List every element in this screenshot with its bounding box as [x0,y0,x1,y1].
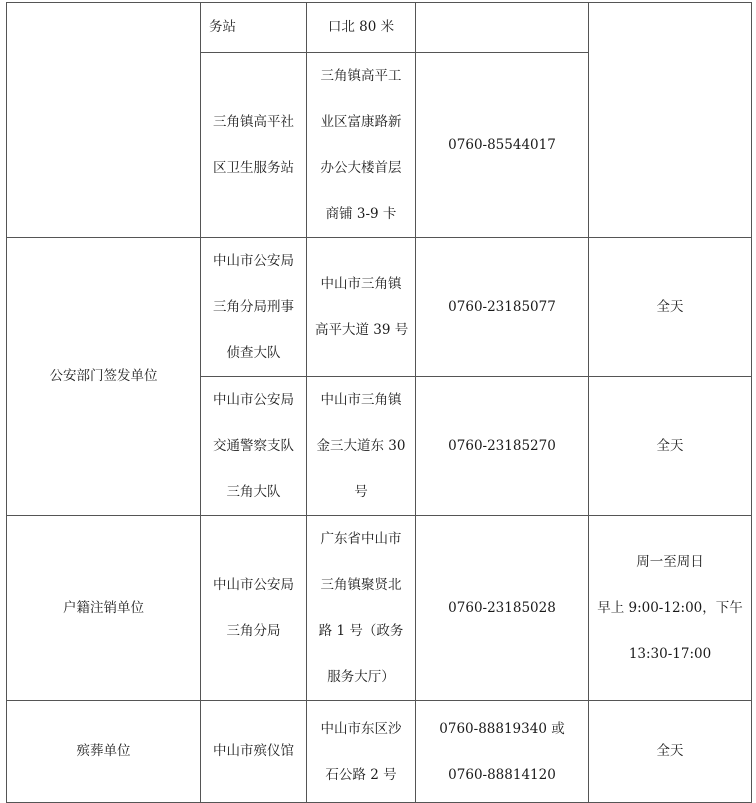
table-row [7,3,752,53]
table-row [7,238,752,377]
department-cell: 公安部门签发单位 [7,238,201,516]
phone-cell [416,3,589,53]
hours-cell: 全天 [589,701,752,803]
address-cell: 中山市东区沙 石公路 2 号 [307,701,416,803]
hours-cell: 全天 [589,238,752,377]
org-cell: 中山市公安局 三角分局 [201,516,307,701]
address-cell: 三角镇高平工 业区富康路新 办公大楼首层 商铺 3-9 卡 [307,53,416,238]
hours-cell: 全天 [589,377,752,516]
department-cell [7,3,201,238]
hours-cell [589,3,752,238]
org-cell: 中山市公安局 交通警察支队 三角大队 [201,377,307,516]
phone-cell: 0760-23185077 [416,238,589,377]
org-cell: 中山市公安局 三角分局刑事 侦查大队 [201,238,307,377]
phone-cell: 0760-88819340 或 0760-88814120 [416,701,589,803]
phone-cell: 0760-85544017 [416,53,589,238]
org-cell: 中山市殡仪馆 [201,701,307,803]
org-cell: 三角镇高平社 区卫生服务站 [201,53,307,238]
address-cell: 广东省中山市 三角镇聚贤北 路 1 号（政务 服务大厅） [307,516,416,701]
info-table [6,2,752,803]
hours-cell: 周一至周日 早上 9:00-12:00，下午 13:30-17:00 [589,516,752,701]
department-cell: 殡葬单位 [7,701,201,803]
address-cell: 中山市三角镇 高平大道 39 号 [307,238,416,377]
phone-cell: 0760-23185270 [416,377,589,516]
address-cell: 口北 80 米 [307,3,416,53]
table-row [7,516,752,701]
org-cell: 务站 [201,3,307,53]
table-row [7,701,752,803]
address-cell: 中山市三角镇 金三大道东 30 号 [307,377,416,516]
phone-cell: 0760-23185028 [416,516,589,701]
department-cell: 户籍注销单位 [7,516,201,701]
